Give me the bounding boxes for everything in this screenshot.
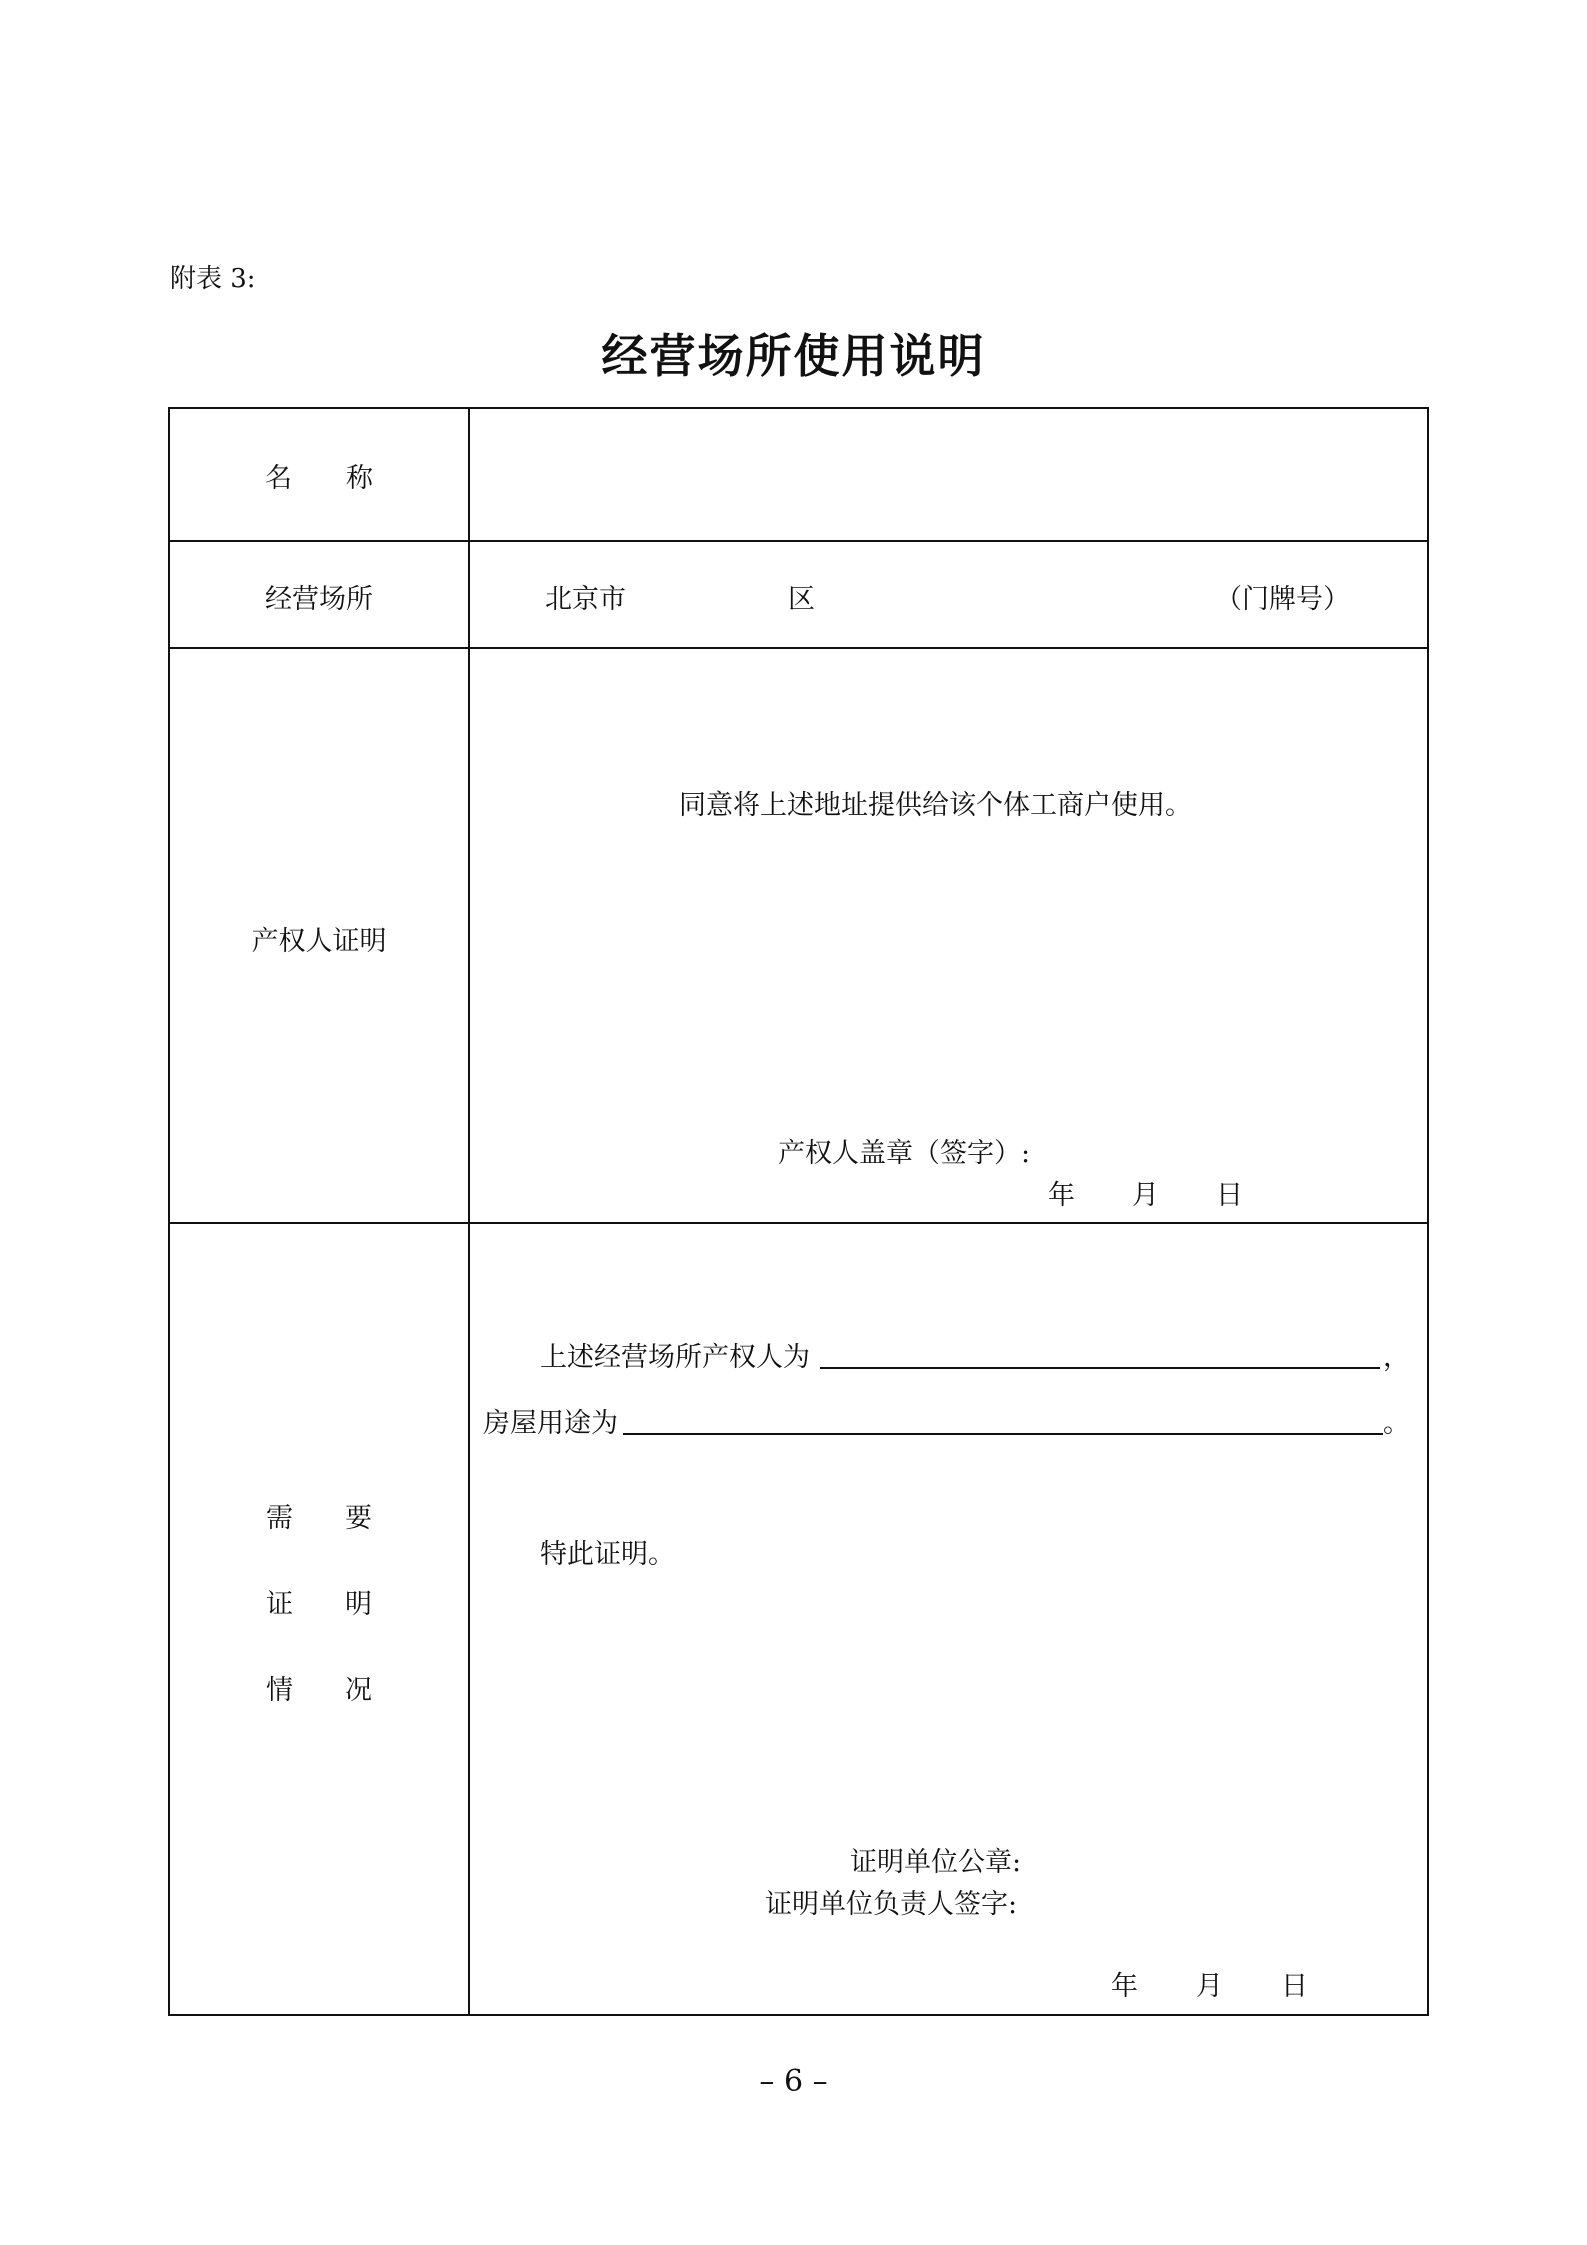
cert-date-year: 年 bbox=[1111, 1971, 1138, 2002]
row-divider bbox=[170, 1222, 1427, 1224]
page-number: – 6 – bbox=[759, 2064, 828, 2099]
cert-date-month: 月 bbox=[1196, 1971, 1223, 2002]
premises-label: 经营场所 bbox=[265, 584, 373, 615]
cert-date-day: 日 bbox=[1281, 1971, 1308, 2002]
owner-proof-label: 产权人证明 bbox=[251, 926, 387, 957]
row-divider bbox=[170, 647, 1427, 649]
certification-label-line: 情况 bbox=[266, 1675, 424, 1706]
row-divider bbox=[170, 540, 1427, 542]
form-table bbox=[168, 407, 1429, 2016]
owner-name-blank[interactable] bbox=[820, 1367, 1380, 1369]
premises-house-number: （门牌号） bbox=[1215, 584, 1350, 615]
annex-label: 附表 3: bbox=[170, 264, 256, 294]
owner-name-prefix: 上述经营场所产权人为 bbox=[540, 1342, 810, 1373]
name-label: 名 称 bbox=[265, 463, 373, 494]
usage-suffix: 。 bbox=[1383, 1408, 1410, 1439]
certification-label-line: 证明 bbox=[266, 1589, 424, 1620]
premises-city: 北京市 bbox=[545, 584, 626, 615]
premises-district: 区 bbox=[788, 584, 815, 615]
owner-seal-label: 产权人盖章（签字）: bbox=[778, 1138, 1031, 1169]
column-divider bbox=[468, 409, 470, 2014]
certification-label-line: 需要 bbox=[266, 1503, 424, 1534]
usage-blank[interactable] bbox=[623, 1433, 1383, 1435]
owner-date-day: 日 bbox=[1216, 1180, 1243, 1211]
unit-signature-label: 证明单位负责人签字: bbox=[765, 1889, 1018, 1920]
hereby-certify: 特此证明。 bbox=[540, 1539, 675, 1570]
owner-date-year: 年 bbox=[1048, 1180, 1075, 1211]
unit-seal-label: 证明单位公章: bbox=[850, 1847, 1022, 1878]
owner-consent-statement: 同意将上述地址提供给该个体工商户使用。 bbox=[679, 790, 1192, 821]
usage-prefix: 房屋用途为 bbox=[483, 1408, 618, 1439]
certification-label bbox=[170, 1496, 468, 1754]
owner-date-month: 月 bbox=[1132, 1180, 1159, 1211]
owner-name-suffix: ， bbox=[1383, 1342, 1410, 1373]
page-title: 经营场所使用说明 bbox=[601, 329, 986, 383]
